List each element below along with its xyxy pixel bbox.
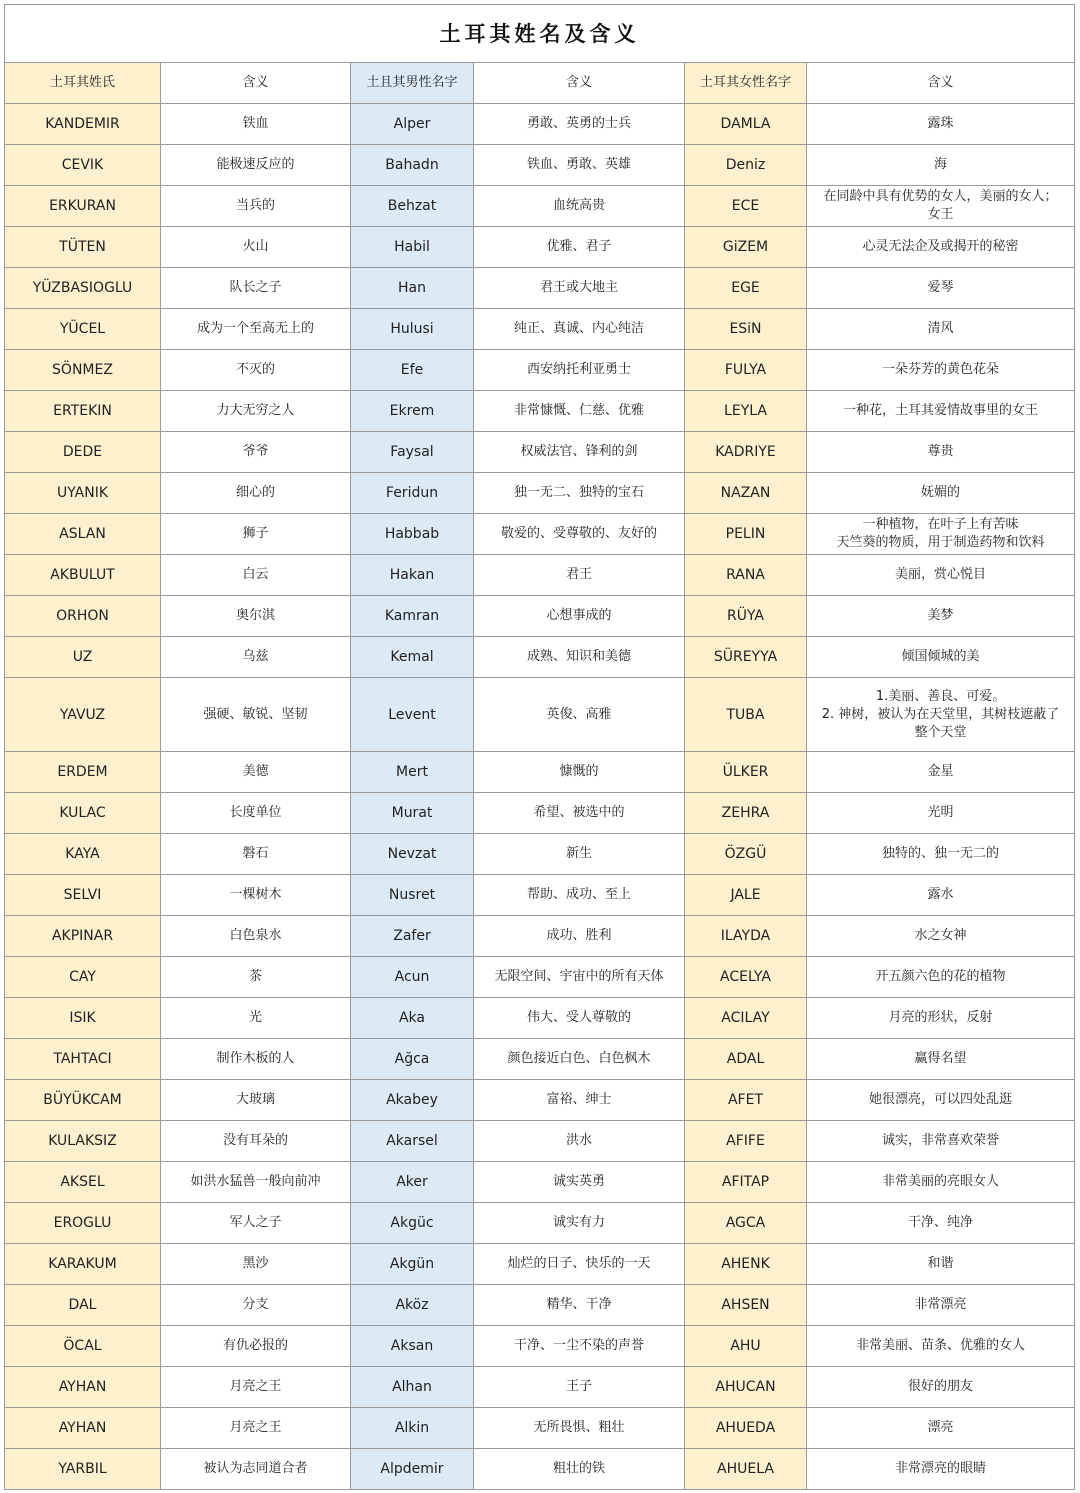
- male-name-cell: Aker: [351, 1162, 474, 1203]
- male-meaning-cell: 非常慷慨、仁慈、优雅: [474, 391, 685, 432]
- surname-meaning-cell: 强硬、敏锐、坚韧: [161, 678, 351, 752]
- table-row: [5, 1326, 1075, 1367]
- male-name-cell: Bahadn: [351, 145, 474, 186]
- surname-meaning-cell: 制作木板的人: [161, 1039, 351, 1080]
- male-meaning-cell: 铁血、勇敢、英雄: [474, 145, 685, 186]
- male-meaning-cell: 君王或大地主: [474, 268, 685, 309]
- table-row: [5, 391, 1075, 432]
- table-row: [5, 1121, 1075, 1162]
- female-meaning-cell-line: 天竺葵的物质，用于制造药物和饮料: [836, 535, 1045, 550]
- table-row: [5, 1080, 1075, 1121]
- female-name-cell: NAZAN: [685, 473, 807, 514]
- male-meaning-cell: 王子: [474, 1367, 685, 1408]
- surname-cell: SELVI: [5, 875, 161, 916]
- male-name-cell: Habbab: [351, 514, 474, 555]
- surname-cell: TÜTEN: [5, 227, 161, 268]
- table-row: [5, 227, 1075, 268]
- surname-meaning-cell: 乌兹: [161, 637, 351, 678]
- male-name-cell: Ekrem: [351, 391, 474, 432]
- female-name-cell: LEYLA: [685, 391, 807, 432]
- male-meaning-cell: 帮助、成功、至上: [474, 875, 685, 916]
- surname-meaning-cell: 队长之子: [161, 268, 351, 309]
- table-row: [5, 596, 1075, 637]
- male-meaning-cell: 成功、胜利: [474, 916, 685, 957]
- female-meaning-cell: [807, 678, 1075, 752]
- surname-meaning-cell: 月亮之王: [161, 1408, 351, 1449]
- surname-cell: ORHON: [5, 596, 161, 637]
- surname-cell: ÖCAL: [5, 1326, 161, 1367]
- male-name-cell: Zafer: [351, 916, 474, 957]
- table-title: 土耳其姓名及含义: [5, 5, 1075, 63]
- female-meaning-cell: 非常美丽的亮眼女人: [807, 1162, 1075, 1203]
- male-name-cell: Aka: [351, 998, 474, 1039]
- male-name-cell: Alper: [351, 104, 474, 145]
- female-name-cell: AHU: [685, 1326, 807, 1367]
- surname-cell: YARBIL: [5, 1449, 161, 1490]
- surname-cell: DAL: [5, 1285, 161, 1326]
- female-meaning-cell: 尊贵: [807, 432, 1075, 473]
- surname-meaning-cell: 奥尔淇: [161, 596, 351, 637]
- male-name-cell: Feridun: [351, 473, 474, 514]
- female-meaning-cell: 露珠: [807, 104, 1075, 145]
- female-name-cell: DAMLA: [685, 104, 807, 145]
- male-meaning-cell: 无所畏惧、粗壮: [474, 1408, 685, 1449]
- surname-meaning-cell: 当兵的: [161, 186, 351, 227]
- female-meaning-cell: [807, 514, 1075, 555]
- female-meaning-cell: 一种花，土耳其爱情故事里的女王: [807, 391, 1075, 432]
- male-name-cell: Hakan: [351, 555, 474, 596]
- surname-cell: ERTEKIN: [5, 391, 161, 432]
- table-row: [5, 678, 1075, 752]
- table-row: [5, 1203, 1075, 1244]
- table-row: [5, 268, 1075, 309]
- table-row: [5, 834, 1075, 875]
- surname-cell: BÜYÜKCAM: [5, 1080, 161, 1121]
- surname-meaning-cell: 美德: [161, 752, 351, 793]
- male-name-cell: Ağca: [351, 1039, 474, 1080]
- male-meaning-cell: 敬爱的、受尊敬的、友好的: [474, 514, 685, 555]
- surname-meaning-cell: 如洪水猛兽一般向前冲: [161, 1162, 351, 1203]
- surname-meaning-cell: 白色泉水: [161, 916, 351, 957]
- table-row: [5, 555, 1075, 596]
- female-meaning-cell: 一朵芬芳的黄色花朵: [807, 350, 1075, 391]
- table-row: [5, 998, 1075, 1039]
- male-meaning-cell: 纯正、真诚、内心纯洁: [474, 309, 685, 350]
- female-meaning-cell: 非常漂亮: [807, 1285, 1075, 1326]
- surname-cell: CEVIK: [5, 145, 161, 186]
- surname-cell: YÜCEL: [5, 309, 161, 350]
- female-name-cell: AHUCAN: [685, 1367, 807, 1408]
- female-meaning-cell: 漂亮: [807, 1408, 1075, 1449]
- surname-cell: CAY: [5, 957, 161, 998]
- surname-meaning-cell: 一棵树木: [161, 875, 351, 916]
- table-row: [5, 104, 1075, 145]
- female-name-cell: FULYA: [685, 350, 807, 391]
- header-surname: 土耳其姓氏: [5, 63, 161, 104]
- male-meaning-cell: 希望、被选中的: [474, 793, 685, 834]
- surname-cell: KULAKSIZ: [5, 1121, 161, 1162]
- surname-cell: DEDE: [5, 432, 161, 473]
- surname-cell: KARAKUM: [5, 1244, 161, 1285]
- header-surname-meaning: 含义: [161, 63, 351, 104]
- male-meaning-cell: 英俊、高雅: [474, 678, 685, 752]
- female-name-cell: RANA: [685, 555, 807, 596]
- surname-cell: KANDEMIR: [5, 104, 161, 145]
- female-meaning-cell: 月亮的形状，反射: [807, 998, 1075, 1039]
- table-row: [5, 1449, 1075, 1490]
- female-meaning-cell: 妩媚的: [807, 473, 1075, 514]
- female-meaning-cell: 非常漂亮的眼睛: [807, 1449, 1075, 1490]
- surname-meaning-cell: 军人之子: [161, 1203, 351, 1244]
- female-meaning-cell-line: 2. 神树，被认为在天堂里，其树枝遮蔽了: [821, 706, 1060, 722]
- table-row: [5, 1162, 1075, 1203]
- table-row: [5, 432, 1075, 473]
- male-meaning-cell: 洪水: [474, 1121, 685, 1162]
- male-meaning-cell: 粗壮的铁: [474, 1449, 685, 1490]
- header-female-name: 土耳其女性名字: [685, 63, 807, 104]
- surname-cell: ERKURAN: [5, 186, 161, 227]
- table-row: [5, 793, 1075, 834]
- female-meaning-cell: 独特的、独一无二的: [807, 834, 1075, 875]
- surname-meaning-cell: 铁血: [161, 104, 351, 145]
- male-name-cell: Murat: [351, 793, 474, 834]
- surname-meaning-cell: 能极速反应的: [161, 145, 351, 186]
- male-meaning-cell: 权威法官、锋利的剑: [474, 432, 685, 473]
- female-name-cell: AGCA: [685, 1203, 807, 1244]
- female-name-cell: ÜLKER: [685, 752, 807, 793]
- female-name-cell: AFIFE: [685, 1121, 807, 1162]
- female-meaning-cell-line: 一种植物，在叶子上有苦味: [862, 517, 1019, 532]
- female-name-cell: RÜYA: [685, 596, 807, 637]
- female-name-cell: GiZEM: [685, 227, 807, 268]
- surname-cell: ERDEM: [5, 752, 161, 793]
- male-name-cell: Levent: [351, 678, 474, 752]
- female-name-cell: AFET: [685, 1080, 807, 1121]
- male-meaning-cell: 伟大、受人尊敬的: [474, 998, 685, 1039]
- surname-meaning-cell: 被认为志同道合者: [161, 1449, 351, 1490]
- female-meaning-cell: 赢得名望: [807, 1039, 1075, 1080]
- female-meaning-cell: 露水: [807, 875, 1075, 916]
- male-name-cell: Alhan: [351, 1367, 474, 1408]
- surname-cell: YAVUZ: [5, 678, 161, 752]
- surname-meaning-cell: 光: [161, 998, 351, 1039]
- male-name-cell: Akgün: [351, 1244, 474, 1285]
- male-name-cell: Akgüc: [351, 1203, 474, 1244]
- surname-cell: AYHAN: [5, 1408, 161, 1449]
- female-meaning-cell-line: 整个天堂: [914, 724, 967, 740]
- table-row: [5, 637, 1075, 678]
- surname-meaning-cell: 月亮之王: [161, 1367, 351, 1408]
- table-row: [5, 1367, 1075, 1408]
- title-row: [5, 5, 1075, 63]
- female-name-cell: AFITAP: [685, 1162, 807, 1203]
- male-name-cell: Han: [351, 268, 474, 309]
- female-meaning-cell: 非常美丽、苗条、优雅的女人: [807, 1326, 1075, 1367]
- table-row: [5, 752, 1075, 793]
- surname-cell: TAHTACI: [5, 1039, 161, 1080]
- female-name-cell: ADAL: [685, 1039, 807, 1080]
- male-meaning-cell: 新生: [474, 834, 685, 875]
- male-meaning-cell: 富裕、绅士: [474, 1080, 685, 1121]
- female-meaning-cell: 心灵无法企及或揭开的秘密: [807, 227, 1075, 268]
- female-meaning-cell-line: 1.美丽、善良、可爱。: [875, 688, 1006, 704]
- male-meaning-cell: 精华、干净: [474, 1285, 685, 1326]
- male-meaning-cell: 慷慨的: [474, 752, 685, 793]
- female-name-cell: AHSEN: [685, 1285, 807, 1326]
- female-name-cell: Deniz: [685, 145, 807, 186]
- surname-meaning-cell: 狮子: [161, 514, 351, 555]
- male-meaning-cell: 血统高贵: [474, 186, 685, 227]
- male-meaning-cell: 干净、一尘不染的声誉: [474, 1326, 685, 1367]
- table-row: [5, 1039, 1075, 1080]
- table-row: [5, 916, 1075, 957]
- table-row: [5, 1244, 1075, 1285]
- female-meaning-cell: 很好的朋友: [807, 1367, 1075, 1408]
- female-meaning-cell: 倾国倾城的美: [807, 637, 1075, 678]
- female-name-cell: ZEHRA: [685, 793, 807, 834]
- female-meaning-cell: 开五颜六色的花的植物: [807, 957, 1075, 998]
- female-name-cell: EGE: [685, 268, 807, 309]
- female-meaning-cell: 金星: [807, 752, 1075, 793]
- surname-cell: AKSEL: [5, 1162, 161, 1203]
- male-name-cell: Mert: [351, 752, 474, 793]
- surname-cell: AKPINAR: [5, 916, 161, 957]
- female-meaning-cell: 水之女神: [807, 916, 1075, 957]
- male-meaning-cell: 灿烂的日子、快乐的一天: [474, 1244, 685, 1285]
- female-name-cell: KADRIYE: [685, 432, 807, 473]
- male-name-cell: Akabey: [351, 1080, 474, 1121]
- male-meaning-cell: 优雅、君子: [474, 227, 685, 268]
- female-name-cell: ACILAY: [685, 998, 807, 1039]
- surname-cell: UZ: [5, 637, 161, 678]
- female-name-cell: ÖZGÜ: [685, 834, 807, 875]
- male-name-cell: Nevzat: [351, 834, 474, 875]
- male-name-cell: Akarsel: [351, 1121, 474, 1162]
- female-meaning-cell: 爱琴: [807, 268, 1075, 309]
- surname-meaning-cell: 大玻璃: [161, 1080, 351, 1121]
- surname-cell: AYHAN: [5, 1367, 161, 1408]
- male-name-cell: Behzat: [351, 186, 474, 227]
- surname-meaning-cell: 磐石: [161, 834, 351, 875]
- male-name-cell: Kamran: [351, 596, 474, 637]
- surname-meaning-cell: 白云: [161, 555, 351, 596]
- female-meaning-cell: 诚实，非常喜欢荣誉: [807, 1121, 1075, 1162]
- male-name-cell: Alpdemir: [351, 1449, 474, 1490]
- surname-cell: EROGLU: [5, 1203, 161, 1244]
- female-name-cell: ACELYA: [685, 957, 807, 998]
- male-meaning-cell: 无限空间、宇宙中的所有天体: [474, 957, 685, 998]
- surname-meaning-cell: 爷爷: [161, 432, 351, 473]
- male-name-cell: Hulusi: [351, 309, 474, 350]
- female-meaning-cell: 她很漂亮，可以四处乱逛: [807, 1080, 1075, 1121]
- surname-meaning-cell: 黑沙: [161, 1244, 351, 1285]
- male-name-cell: Habil: [351, 227, 474, 268]
- female-meaning-cell: 海: [807, 145, 1075, 186]
- surname-cell: ASLAN: [5, 514, 161, 555]
- surname-cell: ISIK: [5, 998, 161, 1039]
- surname-cell: KAYA: [5, 834, 161, 875]
- surname-cell: AKBULUT: [5, 555, 161, 596]
- female-meaning-cell: [807, 186, 1075, 227]
- table-row: [5, 186, 1075, 227]
- male-meaning-cell: 君王: [474, 555, 685, 596]
- names-sheet: [4, 4, 1074, 1490]
- table-row: [5, 875, 1075, 916]
- male-meaning-cell: 成熟、知识和美德: [474, 637, 685, 678]
- surname-cell: SÖNMEZ: [5, 350, 161, 391]
- table-row: [5, 350, 1075, 391]
- table-row: [5, 1285, 1075, 1326]
- surname-meaning-cell: 有仇必报的: [161, 1326, 351, 1367]
- surname-meaning-cell: 成为一个至高无上的: [161, 309, 351, 350]
- male-name-cell: Aksan: [351, 1326, 474, 1367]
- female-meaning-cell-line: 女王: [927, 207, 954, 222]
- female-name-cell: AHUEDA: [685, 1408, 807, 1449]
- female-name-cell: JALE: [685, 875, 807, 916]
- surname-cell: YÜZBASIOGLU: [5, 268, 161, 309]
- table-row: [5, 145, 1075, 186]
- table-row: [5, 473, 1075, 514]
- male-name-cell: Aköz: [351, 1285, 474, 1326]
- female-meaning-cell-line: 在同龄中具有优势的女人，美丽的女人；: [823, 189, 1058, 204]
- female-name-cell: ECE: [685, 186, 807, 227]
- surname-cell: KULAC: [5, 793, 161, 834]
- female-name-cell: TUBA: [685, 678, 807, 752]
- male-name-cell: Acun: [351, 957, 474, 998]
- surname-meaning-cell: 茶: [161, 957, 351, 998]
- table-row: [5, 309, 1075, 350]
- female-name-cell: SÜREYYA: [685, 637, 807, 678]
- surname-meaning-cell: 细心的: [161, 473, 351, 514]
- header-male-meaning: 含义: [474, 63, 685, 104]
- names-table: [4, 4, 1075, 1490]
- female-name-cell: AHENK: [685, 1244, 807, 1285]
- header-male-name: 土且其男性名字: [351, 63, 474, 104]
- female-meaning-cell: 清风: [807, 309, 1075, 350]
- male-meaning-cell: 独一无二、独特的宝石: [474, 473, 685, 514]
- male-meaning-cell: 西安纳托利亚勇士: [474, 350, 685, 391]
- surname-meaning-cell: 长度单位: [161, 793, 351, 834]
- male-meaning-cell: 勇敢、英勇的士兵: [474, 104, 685, 145]
- male-meaning-cell: 颜色接近白色、白色枫木: [474, 1039, 685, 1080]
- table-row: [5, 514, 1075, 555]
- surname-meaning-cell: 分支: [161, 1285, 351, 1326]
- table-row: [5, 957, 1075, 998]
- male-name-cell: Efe: [351, 350, 474, 391]
- surname-meaning-cell: 没有耳朵的: [161, 1121, 351, 1162]
- male-name-cell: Nusret: [351, 875, 474, 916]
- surname-cell: UYANIK: [5, 473, 161, 514]
- female-meaning-cell: 美梦: [807, 596, 1075, 637]
- female-name-cell: ILAYDA: [685, 916, 807, 957]
- female-name-cell: ESiN: [685, 309, 807, 350]
- female-meaning-cell: 干净、纯净: [807, 1203, 1075, 1244]
- header-female-meaning: 含义: [807, 63, 1075, 104]
- surname-meaning-cell: 不灭的: [161, 350, 351, 391]
- surname-meaning-cell: 火山: [161, 227, 351, 268]
- female-name-cell: PELIN: [685, 514, 807, 555]
- female-meaning-cell: 美丽，赏心悦目: [807, 555, 1075, 596]
- male-meaning-cell: 心想事成的: [474, 596, 685, 637]
- header-row: [5, 63, 1075, 104]
- table-row: [5, 1408, 1075, 1449]
- male-meaning-cell: 诚实英勇: [474, 1162, 685, 1203]
- female-meaning-cell: 光明: [807, 793, 1075, 834]
- female-meaning-cell: 和谐: [807, 1244, 1075, 1285]
- male-name-cell: Faysal: [351, 432, 474, 473]
- male-name-cell: Kemal: [351, 637, 474, 678]
- male-meaning-cell: 诚实有力: [474, 1203, 685, 1244]
- female-name-cell: AHUELA: [685, 1449, 807, 1490]
- surname-meaning-cell: 力大无穷之人: [161, 391, 351, 432]
- male-name-cell: Alkin: [351, 1408, 474, 1449]
